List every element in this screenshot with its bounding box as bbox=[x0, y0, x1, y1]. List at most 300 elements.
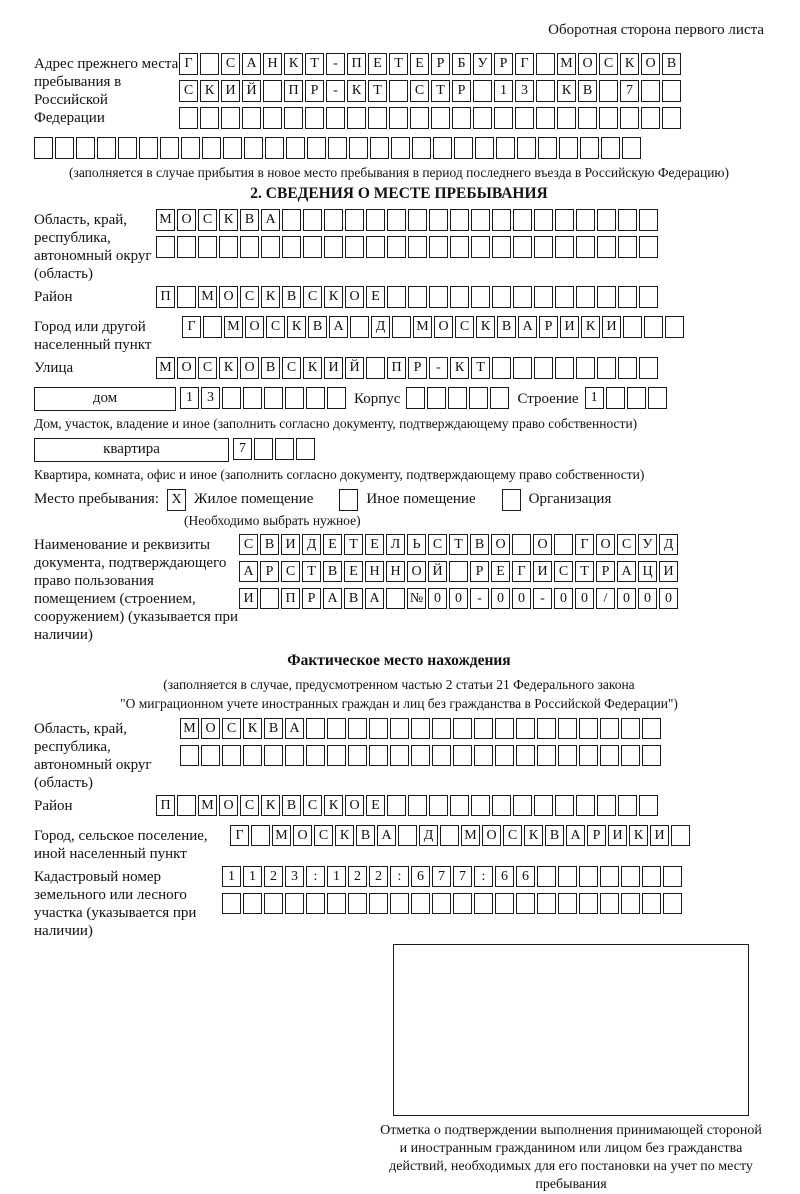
char-box[interactable]: К bbox=[629, 825, 648, 847]
char-box[interactable] bbox=[282, 209, 301, 231]
char-box[interactable]: Н bbox=[365, 561, 384, 583]
char-box[interactable] bbox=[597, 209, 616, 231]
char-box[interactable]: В bbox=[308, 316, 327, 338]
char-box[interactable]: - bbox=[326, 80, 345, 102]
char-box[interactable]: С bbox=[240, 286, 259, 308]
char-box[interactable] bbox=[429, 236, 448, 258]
char-box[interactable] bbox=[492, 357, 511, 379]
char-box[interactable]: Ц bbox=[638, 561, 657, 583]
char-box[interactable]: : bbox=[474, 866, 493, 888]
char-box[interactable]: К bbox=[450, 357, 469, 379]
char-box[interactable] bbox=[492, 795, 511, 817]
char-box[interactable]: К bbox=[284, 53, 303, 75]
char-box[interactable] bbox=[177, 286, 196, 308]
char-box[interactable] bbox=[559, 137, 578, 159]
char-box[interactable]: К bbox=[581, 316, 600, 338]
char-box[interactable] bbox=[597, 286, 616, 308]
char-box[interactable]: Е bbox=[323, 534, 342, 556]
char-box[interactable]: С bbox=[282, 357, 301, 379]
char-box[interactable]: И bbox=[281, 534, 300, 556]
char-box[interactable] bbox=[179, 107, 198, 129]
char-box[interactable]: М bbox=[198, 286, 217, 308]
char-box[interactable]: У bbox=[473, 53, 492, 75]
char-box[interactable]: В bbox=[264, 718, 283, 740]
char-box[interactable] bbox=[492, 209, 511, 231]
char-box[interactable]: О bbox=[177, 357, 196, 379]
char-box[interactable]: И bbox=[650, 825, 669, 847]
char-box[interactable] bbox=[621, 893, 640, 915]
char-box[interactable]: 0 bbox=[554, 588, 573, 610]
char-box[interactable] bbox=[275, 438, 294, 460]
char-box[interactable] bbox=[221, 107, 240, 129]
char-box[interactable] bbox=[663, 866, 682, 888]
char-box[interactable] bbox=[410, 107, 429, 129]
char-box[interactable] bbox=[597, 236, 616, 258]
char-box[interactable] bbox=[597, 357, 616, 379]
char-box[interactable] bbox=[537, 745, 556, 767]
char-box[interactable]: К bbox=[524, 825, 543, 847]
char-box[interactable] bbox=[390, 718, 409, 740]
char-box[interactable]: Г bbox=[179, 53, 198, 75]
char-box[interactable] bbox=[348, 718, 367, 740]
char-box[interactable] bbox=[411, 745, 430, 767]
char-box[interactable]: О bbox=[177, 209, 196, 231]
char-box[interactable] bbox=[366, 357, 385, 379]
char-box[interactable]: К bbox=[324, 795, 343, 817]
char-box[interactable]: И bbox=[560, 316, 579, 338]
char-box[interactable]: 1 bbox=[180, 387, 199, 409]
char-box[interactable] bbox=[513, 286, 532, 308]
char-box[interactable] bbox=[306, 387, 325, 409]
char-box[interactable] bbox=[599, 80, 618, 102]
char-box[interactable]: Р bbox=[431, 53, 450, 75]
char-box[interactable]: С bbox=[198, 209, 217, 231]
char-box[interactable] bbox=[198, 236, 217, 258]
char-box[interactable] bbox=[538, 137, 557, 159]
char-box[interactable]: Т bbox=[344, 534, 363, 556]
char-box[interactable]: Л bbox=[386, 534, 405, 556]
char-box[interactable] bbox=[641, 80, 660, 102]
char-box[interactable] bbox=[469, 387, 488, 409]
char-box[interactable] bbox=[349, 137, 368, 159]
char-box[interactable] bbox=[243, 387, 262, 409]
char-box[interactable]: Д bbox=[302, 534, 321, 556]
char-box[interactable] bbox=[398, 825, 417, 847]
char-box[interactable] bbox=[474, 745, 493, 767]
char-box[interactable]: К bbox=[476, 316, 495, 338]
char-box[interactable] bbox=[203, 316, 222, 338]
char-box[interactable]: 6 bbox=[495, 866, 514, 888]
char-box[interactable]: Р bbox=[494, 53, 513, 75]
char-box[interactable] bbox=[285, 745, 304, 767]
char-box[interactable]: П bbox=[347, 53, 366, 75]
char-box[interactable]: : bbox=[390, 866, 409, 888]
char-box[interactable]: К bbox=[347, 80, 366, 102]
char-box[interactable] bbox=[662, 80, 681, 102]
char-box[interactable]: 1 bbox=[222, 866, 241, 888]
char-box[interactable] bbox=[411, 718, 430, 740]
char-box[interactable] bbox=[579, 893, 598, 915]
char-box[interactable] bbox=[156, 236, 175, 258]
char-box[interactable] bbox=[431, 107, 450, 129]
char-box[interactable] bbox=[648, 387, 667, 409]
char-box[interactable] bbox=[392, 316, 411, 338]
char-box[interactable] bbox=[642, 866, 661, 888]
char-box[interactable]: М bbox=[156, 357, 175, 379]
char-box[interactable]: К bbox=[324, 286, 343, 308]
char-box[interactable] bbox=[449, 561, 468, 583]
char-box[interactable] bbox=[534, 209, 553, 231]
char-box[interactable]: 7 bbox=[620, 80, 639, 102]
char-box[interactable]: 1 bbox=[585, 387, 604, 409]
char-box[interactable] bbox=[473, 80, 492, 102]
char-box[interactable] bbox=[406, 387, 425, 409]
char-box[interactable] bbox=[389, 107, 408, 129]
char-box[interactable]: Ь bbox=[407, 534, 426, 556]
char-box[interactable] bbox=[537, 893, 556, 915]
char-box[interactable]: 2 bbox=[264, 866, 283, 888]
char-box[interactable]: П bbox=[156, 795, 175, 817]
char-box[interactable]: Р bbox=[302, 588, 321, 610]
char-box[interactable] bbox=[665, 316, 684, 338]
char-box[interactable]: А bbox=[323, 588, 342, 610]
char-box[interactable]: Р bbox=[260, 561, 279, 583]
char-box[interactable] bbox=[555, 209, 574, 231]
char-box[interactable] bbox=[576, 795, 595, 817]
char-box[interactable] bbox=[555, 286, 574, 308]
char-box[interactable] bbox=[243, 745, 262, 767]
char-box[interactable] bbox=[471, 236, 490, 258]
char-box[interactable] bbox=[450, 286, 469, 308]
char-box[interactable]: О bbox=[219, 795, 238, 817]
char-box[interactable] bbox=[254, 438, 273, 460]
char-box[interactable] bbox=[513, 357, 532, 379]
char-box[interactable] bbox=[558, 745, 577, 767]
char-box[interactable] bbox=[576, 209, 595, 231]
char-box[interactable]: 0 bbox=[617, 588, 636, 610]
checkbox-organization[interactable] bbox=[502, 489, 521, 511]
char-box[interactable] bbox=[411, 893, 430, 915]
char-box[interactable] bbox=[536, 53, 555, 75]
char-box[interactable] bbox=[471, 286, 490, 308]
char-box[interactable]: О bbox=[240, 357, 259, 379]
char-box[interactable]: А bbox=[365, 588, 384, 610]
char-box[interactable]: О bbox=[345, 286, 364, 308]
char-box[interactable]: П bbox=[156, 286, 175, 308]
char-box[interactable] bbox=[642, 718, 661, 740]
char-box[interactable] bbox=[324, 236, 343, 258]
char-box[interactable]: М bbox=[413, 316, 432, 338]
char-box[interactable]: А bbox=[518, 316, 537, 338]
char-box[interactable]: И bbox=[221, 80, 240, 102]
char-box[interactable]: Е bbox=[368, 53, 387, 75]
char-box[interactable]: Р bbox=[452, 80, 471, 102]
char-box[interactable]: О bbox=[407, 561, 426, 583]
char-box[interactable]: О bbox=[293, 825, 312, 847]
char-box[interactable] bbox=[243, 893, 262, 915]
char-box[interactable] bbox=[327, 718, 346, 740]
char-box[interactable]: В bbox=[282, 795, 301, 817]
char-box[interactable] bbox=[600, 866, 619, 888]
char-box[interactable]: Т bbox=[449, 534, 468, 556]
char-box[interactable] bbox=[440, 825, 459, 847]
char-box[interactable]: М bbox=[180, 718, 199, 740]
char-box[interactable] bbox=[471, 795, 490, 817]
char-box[interactable] bbox=[513, 209, 532, 231]
char-box[interactable] bbox=[600, 718, 619, 740]
char-box[interactable] bbox=[623, 316, 642, 338]
char-box[interactable]: С bbox=[303, 286, 322, 308]
char-box[interactable] bbox=[327, 387, 346, 409]
char-box[interactable] bbox=[390, 893, 409, 915]
char-box[interactable]: Й bbox=[428, 561, 447, 583]
char-box[interactable] bbox=[618, 236, 637, 258]
char-box[interactable]: Д bbox=[659, 534, 678, 556]
char-box[interactable]: О bbox=[533, 534, 552, 556]
char-box[interactable]: Е bbox=[365, 534, 384, 556]
char-box[interactable] bbox=[492, 236, 511, 258]
char-box[interactable] bbox=[639, 286, 658, 308]
char-box[interactable]: С bbox=[179, 80, 198, 102]
char-box[interactable] bbox=[512, 534, 531, 556]
char-box[interactable]: О bbox=[201, 718, 220, 740]
char-box[interactable]: Н bbox=[263, 53, 282, 75]
char-box[interactable] bbox=[286, 137, 305, 159]
char-box[interactable] bbox=[408, 236, 427, 258]
char-box[interactable]: Г bbox=[230, 825, 249, 847]
char-box[interactable] bbox=[240, 236, 259, 258]
char-box[interactable] bbox=[328, 137, 347, 159]
char-box[interactable]: - bbox=[470, 588, 489, 610]
char-box[interactable]: О bbox=[596, 534, 615, 556]
char-box[interactable]: С bbox=[198, 357, 217, 379]
char-box[interactable]: Е bbox=[491, 561, 510, 583]
char-box[interactable]: С bbox=[617, 534, 636, 556]
char-box[interactable] bbox=[261, 236, 280, 258]
char-box[interactable] bbox=[620, 107, 639, 129]
char-box[interactable] bbox=[516, 893, 535, 915]
char-box[interactable] bbox=[303, 236, 322, 258]
char-box[interactable]: 3 bbox=[285, 866, 304, 888]
char-box[interactable] bbox=[429, 795, 448, 817]
char-box[interactable]: Р bbox=[596, 561, 615, 583]
char-box[interactable] bbox=[627, 387, 646, 409]
char-box[interactable]: С bbox=[281, 561, 300, 583]
char-box[interactable] bbox=[387, 236, 406, 258]
char-box[interactable]: К bbox=[620, 53, 639, 75]
checkbox-residential[interactable]: X bbox=[167, 489, 186, 511]
char-box[interactable] bbox=[641, 107, 660, 129]
char-box[interactable]: К bbox=[219, 209, 238, 231]
char-box[interactable] bbox=[537, 718, 556, 740]
char-box[interactable] bbox=[642, 745, 661, 767]
char-box[interactable]: 0 bbox=[638, 588, 657, 610]
char-box[interactable] bbox=[408, 209, 427, 231]
char-box[interactable] bbox=[368, 107, 387, 129]
char-box[interactable] bbox=[390, 745, 409, 767]
char-box[interactable]: В bbox=[578, 80, 597, 102]
char-box[interactable] bbox=[180, 745, 199, 767]
char-box[interactable] bbox=[429, 209, 448, 231]
char-box[interactable] bbox=[621, 866, 640, 888]
char-box[interactable] bbox=[251, 825, 270, 847]
char-box[interactable]: С bbox=[314, 825, 333, 847]
char-box[interactable] bbox=[345, 236, 364, 258]
char-box[interactable]: М bbox=[557, 53, 576, 75]
char-box[interactable] bbox=[495, 745, 514, 767]
char-box[interactable]: О bbox=[434, 316, 453, 338]
char-box[interactable]: Р bbox=[587, 825, 606, 847]
char-box[interactable] bbox=[453, 893, 472, 915]
char-box[interactable]: - bbox=[533, 588, 552, 610]
char-box[interactable]: А bbox=[239, 561, 258, 583]
char-box[interactable]: К bbox=[200, 80, 219, 102]
char-box[interactable] bbox=[327, 745, 346, 767]
char-box[interactable] bbox=[621, 745, 640, 767]
char-box[interactable] bbox=[366, 209, 385, 231]
char-box[interactable] bbox=[408, 286, 427, 308]
char-box[interactable] bbox=[282, 236, 301, 258]
char-box[interactable]: - bbox=[326, 53, 345, 75]
char-box[interactable]: Б bbox=[452, 53, 471, 75]
char-box[interactable] bbox=[639, 236, 658, 258]
char-box[interactable] bbox=[555, 795, 574, 817]
char-box[interactable] bbox=[324, 209, 343, 231]
char-box[interactable] bbox=[284, 107, 303, 129]
char-box[interactable] bbox=[490, 387, 509, 409]
char-box[interactable] bbox=[432, 745, 451, 767]
char-box[interactable] bbox=[555, 236, 574, 258]
char-box[interactable] bbox=[369, 745, 388, 767]
char-box[interactable]: В bbox=[261, 357, 280, 379]
char-box[interactable] bbox=[222, 893, 241, 915]
char-box[interactable]: О bbox=[641, 53, 660, 75]
char-box[interactable] bbox=[429, 286, 448, 308]
char-box[interactable] bbox=[260, 588, 279, 610]
char-box[interactable]: Д bbox=[419, 825, 438, 847]
char-box[interactable]: 7 bbox=[453, 866, 472, 888]
char-box[interactable] bbox=[448, 387, 467, 409]
char-box[interactable] bbox=[475, 137, 494, 159]
char-box[interactable]: Е bbox=[366, 286, 385, 308]
char-box[interactable]: Т bbox=[368, 80, 387, 102]
char-box[interactable] bbox=[432, 893, 451, 915]
char-box[interactable] bbox=[558, 893, 577, 915]
char-box[interactable] bbox=[327, 893, 346, 915]
char-box[interactable] bbox=[495, 893, 514, 915]
checkbox-other-premises[interactable] bbox=[339, 489, 358, 511]
char-box[interactable] bbox=[536, 107, 555, 129]
char-box[interactable] bbox=[222, 745, 241, 767]
char-box[interactable] bbox=[223, 137, 242, 159]
char-box[interactable] bbox=[534, 286, 553, 308]
char-box[interactable]: В bbox=[356, 825, 375, 847]
char-box[interactable]: Р bbox=[470, 561, 489, 583]
char-box[interactable]: О bbox=[219, 286, 238, 308]
char-box[interactable] bbox=[621, 718, 640, 740]
char-box[interactable] bbox=[534, 357, 553, 379]
char-box[interactable]: 0 bbox=[659, 588, 678, 610]
char-box[interactable]: К bbox=[243, 718, 262, 740]
char-box[interactable] bbox=[580, 137, 599, 159]
char-box[interactable] bbox=[242, 107, 261, 129]
char-box[interactable]: К bbox=[557, 80, 576, 102]
char-box[interactable]: 6 bbox=[516, 866, 535, 888]
char-box[interactable]: В bbox=[282, 286, 301, 308]
char-box[interactable]: Р bbox=[305, 80, 324, 102]
char-box[interactable] bbox=[306, 718, 325, 740]
char-box[interactable]: Т bbox=[389, 53, 408, 75]
char-box[interactable] bbox=[391, 137, 410, 159]
char-box[interactable]: М bbox=[198, 795, 217, 817]
char-box[interactable]: С bbox=[221, 53, 240, 75]
char-box[interactable] bbox=[348, 745, 367, 767]
char-box[interactable]: № bbox=[407, 588, 426, 610]
char-box[interactable] bbox=[671, 825, 690, 847]
char-box[interactable]: : bbox=[306, 866, 325, 888]
char-box[interactable] bbox=[263, 107, 282, 129]
char-box[interactable]: - bbox=[429, 357, 448, 379]
char-box[interactable] bbox=[639, 209, 658, 231]
char-box[interactable] bbox=[600, 745, 619, 767]
char-box[interactable]: С bbox=[428, 534, 447, 556]
char-box[interactable] bbox=[34, 137, 53, 159]
char-box[interactable] bbox=[516, 718, 535, 740]
char-box[interactable]: / bbox=[596, 588, 615, 610]
char-box[interactable]: 2 bbox=[348, 866, 367, 888]
char-box[interactable] bbox=[494, 107, 513, 129]
char-box[interactable]: Т bbox=[431, 80, 450, 102]
char-box[interactable] bbox=[450, 236, 469, 258]
char-box[interactable]: И bbox=[239, 588, 258, 610]
char-box[interactable] bbox=[264, 893, 283, 915]
char-box[interactable] bbox=[432, 718, 451, 740]
char-box[interactable] bbox=[348, 893, 367, 915]
char-box[interactable] bbox=[558, 718, 577, 740]
char-box[interactable] bbox=[495, 718, 514, 740]
char-box[interactable]: Р bbox=[408, 357, 427, 379]
char-box[interactable] bbox=[557, 107, 576, 129]
char-box[interactable] bbox=[303, 209, 322, 231]
char-box[interactable] bbox=[516, 745, 535, 767]
char-box[interactable]: В bbox=[545, 825, 564, 847]
char-box[interactable] bbox=[579, 745, 598, 767]
char-box[interactable]: А bbox=[377, 825, 396, 847]
char-box[interactable]: Е bbox=[410, 53, 429, 75]
char-box[interactable] bbox=[160, 137, 179, 159]
char-box[interactable]: 3 bbox=[515, 80, 534, 102]
char-box[interactable] bbox=[181, 137, 200, 159]
char-box[interactable]: И bbox=[659, 561, 678, 583]
char-box[interactable]: М bbox=[461, 825, 480, 847]
char-box[interactable]: Т bbox=[575, 561, 594, 583]
char-box[interactable] bbox=[265, 137, 284, 159]
char-box[interactable]: 0 bbox=[512, 588, 531, 610]
char-box[interactable]: А bbox=[617, 561, 636, 583]
char-box[interactable] bbox=[618, 357, 637, 379]
char-box[interactable]: А bbox=[242, 53, 261, 75]
char-box[interactable]: П bbox=[387, 357, 406, 379]
char-box[interactable] bbox=[306, 893, 325, 915]
char-box[interactable]: Г bbox=[515, 53, 534, 75]
char-box[interactable]: 1 bbox=[494, 80, 513, 102]
char-box[interactable] bbox=[454, 137, 473, 159]
char-box[interactable] bbox=[366, 236, 385, 258]
char-box[interactable]: М bbox=[272, 825, 291, 847]
char-box[interactable]: 3 bbox=[201, 387, 220, 409]
char-box[interactable] bbox=[662, 107, 681, 129]
char-box[interactable] bbox=[576, 357, 595, 379]
